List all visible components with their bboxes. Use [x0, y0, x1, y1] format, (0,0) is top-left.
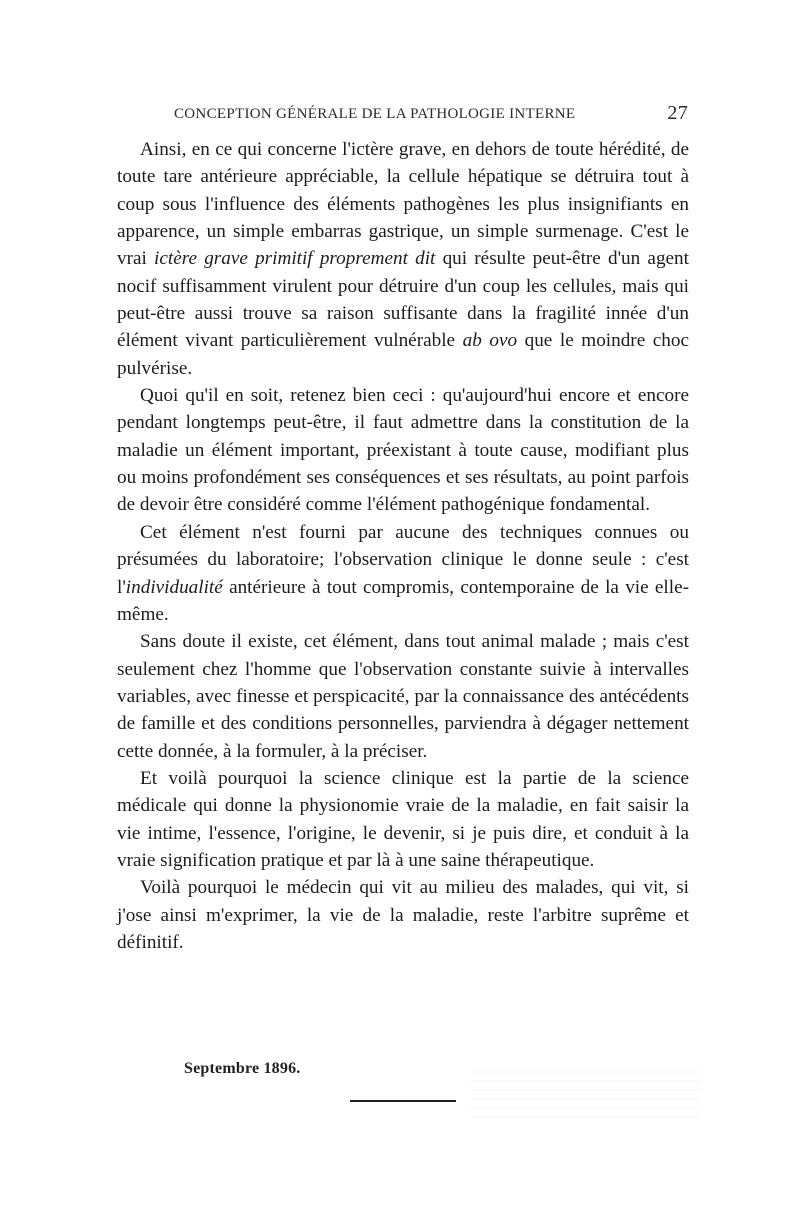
italic-phrase: ictère grave primitif proprement dit — [154, 248, 436, 270]
italic-phrase: ab ovo — [462, 330, 518, 352]
paragraph — [117, 628, 689, 765]
page-number: 27 — [667, 102, 688, 124]
bleed-through-shadow — [470, 1068, 700, 1118]
paragraph — [117, 136, 689, 382]
text-run: que le moindre choc pulvérise. — [117, 330, 689, 379]
text-run: Voilà pourquoi le médecin qui vit au milieu des malades, qui vit, si j'ose ainsi m'exprimer, la vie de la maladie, reste l'arbitre suprême et définitif. — [117, 877, 689, 953]
running-title: CONCEPTION GÉNÉRALE DE LA PATHOLOGIE INTERNE — [174, 106, 576, 122]
body-text — [117, 136, 689, 956]
paragraph — [117, 765, 689, 874]
running-header — [174, 102, 688, 124]
text-run: Sans doute il existe, cet élément, dans tout animal malade ; mais c'est seulement chez l'homme que l'observation constante suivie à intervalles variables, avec finesse et perspicacité, par la connaissance des antécédents de famille et des conditions personnelles, parviendra à dégager nettement cette donnée, à la formuler, à la préciser. — [117, 631, 689, 762]
paragraph — [117, 874, 689, 956]
closing-rule — [350, 1100, 456, 1102]
text-run: qui résulte peut-être d'un agent nocif suffisamment virulent pour détruire d'un coup les cellules, mais qui peut-être aussi trouve sa raison suffisante dans la fragilité innée d'un élément vivant particulièrement vulnérable — [117, 248, 689, 352]
text-run: antérieure à tout compromis, contemporaine de la vie elle-même. — [117, 576, 689, 625]
paragraph — [117, 519, 689, 628]
text-run: Et voilà pourquoi la science clinique est la partie de la science médicale qui donne la physionomie vraie de la maladie, en fait saisir la vie intime, l'essence, l'origine, le devenir, si je puis dire, et conduit à la vraie signification pratique et par là à une saine thérapeutique. — [117, 767, 689, 871]
text-run: Quoi qu'il en soit, retenez bien ceci : qu'aujourd'hui encore et encore pendant longtemps peut-être, il faut admettre dans la constitution de la maladie un élément important, préexistant à toute cause, modifiant plus ou moins profondément ses conséquences et ses résultats, au point parfois de devoir être considéré comme l'élément pathogénique fondamental. — [117, 385, 689, 516]
paragraph — [117, 382, 689, 519]
italic-phrase: individualité — [125, 576, 223, 598]
text-run: Cet élément n'est fourni par aucune des techniques connues ou présumées du laboratoire; l'observation clinique le donne seule : c'est l' — [117, 521, 689, 598]
signature-date: Septembre 1896. — [184, 1060, 301, 1077]
text-run: Ainsi, en ce qui concerne l'ictère grave, en dehors de toute hérédité, de toute tare antérieure appréciable, la cellule hépatique se détruira tout à coup sous l'influence des éléments pathogènes les plus insignifiants en apparence, un simple embarras gastrique, un simple surmenage. C'est le vrai — [117, 139, 689, 270]
